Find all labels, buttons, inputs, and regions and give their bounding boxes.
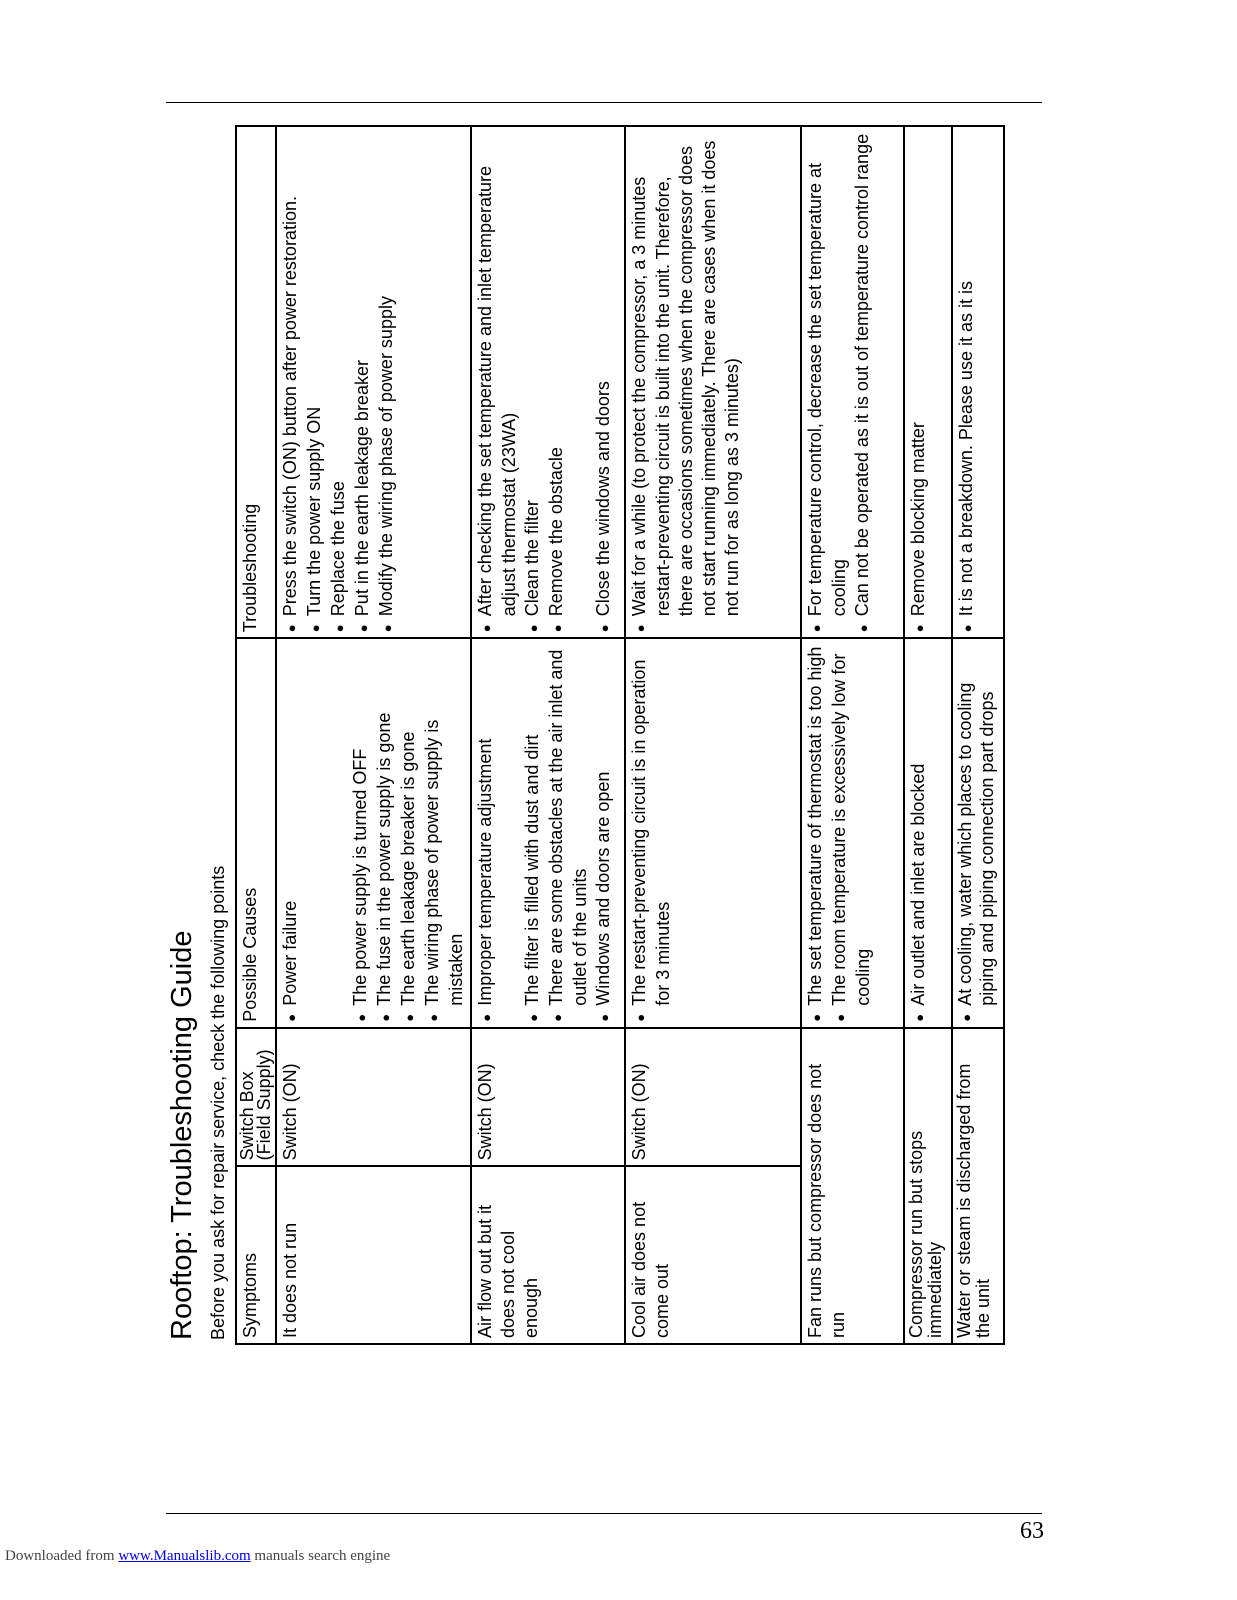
causes-cell [471, 638, 625, 1028]
table-row [471, 126, 625, 1344]
causes-cell [952, 638, 1004, 1028]
causes-cell [625, 638, 801, 1028]
header-switch-box-text: Switch Box (Field Supply) [237, 1049, 274, 1161]
manualslib-link[interactable]: www.Manualslib.com [118, 1548, 251, 1564]
cause-item: ● The wiring phase of power supply is mistaken [421, 644, 468, 1022]
header-switch-box [236, 1028, 276, 1167]
cause-item: ● Air outlet and inlet are blocked [907, 644, 931, 1022]
fix-item: ● Remove the obstacle [545, 132, 569, 632]
symptom-text: Compressor run but stops immediately [906, 1130, 945, 1338]
symptom-text: Water or steam is discharged from the unit [954, 1063, 993, 1338]
fixes-cell [471, 126, 625, 638]
table-row [276, 126, 471, 1344]
switch-cell: Switch (ON) [625, 1028, 801, 1167]
table-row [952, 126, 1004, 1344]
fixes-cell [904, 126, 952, 638]
top-rule [166, 102, 1042, 103]
header-troubleshooting: Troubleshooting [236, 126, 276, 638]
cause-item: ● At cooling, water which places to cooling piping and piping connection part drops [955, 644, 998, 1022]
page-title: Rooftop: Troubleshooting Guide [166, 930, 198, 1340]
switch-cell: Switch (ON) [471, 1028, 625, 1167]
fix-item: ● Replace the fuse [327, 132, 351, 632]
symptom-cell [904, 1028, 952, 1344]
cause-item: ● The filter is filled with dust and dirt [521, 644, 545, 1022]
table-row [625, 126, 801, 1344]
cause-item: ● Windows and doors are open [592, 644, 616, 1022]
fixes-cell [801, 126, 904, 638]
fix-item: ● Close the windows and doors [592, 132, 616, 632]
causes-cell [276, 638, 471, 1028]
fixes-cell [625, 126, 801, 638]
header-possible-causes: Possible Causes [236, 638, 276, 1028]
symptom-cell [952, 1028, 1004, 1344]
causes-cell [801, 638, 904, 1028]
causes-cell [904, 638, 952, 1028]
fix-item: ● Remove blocking matter [907, 132, 931, 632]
cause-item: ● The power supply is turned OFF [349, 644, 373, 1022]
fixes-cell [276, 126, 471, 638]
symptom-cell: Air flow out but it does not cool enough [471, 1166, 625, 1344]
troubleshooting-table [235, 125, 1005, 1345]
page-number: 63 [1020, 1518, 1044, 1544]
page-subtitle: Before you ask for repair service, check the following points [208, 865, 228, 1340]
switch-cell: Switch (ON) [276, 1028, 471, 1167]
rotated-content [166, 133, 997, 1385]
fix-item: ● For temperature control, decrease the set temperature at cooling [804, 132, 851, 632]
cause-item: ● The earth leakage breaker is gone [397, 644, 421, 1022]
symptom-cell: It does not run [276, 1166, 471, 1344]
cause-item: ● Improper temperature adjustment [474, 644, 498, 1022]
fix-item: ● Turn the power supply ON [303, 132, 327, 632]
cause-item: ● The restart-preventing circuit is in operation for 3 minutes [628, 644, 675, 1022]
cause-item: ● There are some obstacles at the air inlet and outlet of the units [545, 644, 592, 1022]
cause-item: ● Power failure [279, 644, 303, 1022]
bottom-rule [166, 1513, 1042, 1514]
cause-item: ● The set temperature of thermostat is too high [804, 644, 828, 1022]
cause-item: ● The room temperature is excessively low for cooling [828, 644, 875, 1022]
table-header-row [236, 126, 276, 1344]
download-footer [5, 1548, 390, 1565]
fix-item: ● Clean the filter [521, 132, 545, 632]
cause-item: ● The fuse in the power supply is gone [373, 644, 397, 1022]
symptom-cell: Fan runs but compressor does not run [801, 1028, 904, 1344]
footer-suffix: manuals search engine [254, 1548, 391, 1564]
fix-item: ● Put in the earth leakage breaker [351, 132, 375, 632]
table-row [904, 126, 952, 1344]
fix-item: ● It is not a breakdown. Please use it as it is [955, 132, 979, 632]
fix-item: ● Press the switch (ON) button after power restoration. [279, 132, 303, 632]
fix-item: ● Can not be operated as it is out of temperature control range [851, 132, 875, 632]
fix-item: ● Wait for a while (to protect the compressor, a 3 minutes restart-preventing circuit is built into the unit. Therefore, there are occasions sometimes when the compressor does not start running immediately. There are cases when it does not run for as long as 3 minutes) [628, 132, 744, 632]
header-symptoms: Symptoms [236, 1166, 276, 1344]
symptom-cell: Cool air does not come out [625, 1166, 801, 1344]
fix-item: ● After checking the set temperature and inlet temperature adjust thermostat (23WA) [474, 132, 521, 632]
footer-prefix: Downloaded from [5, 1548, 115, 1564]
fixes-cell [952, 126, 1004, 638]
table-row [801, 126, 904, 1344]
fix-item: ● Modify the wiring phase of power supply [375, 132, 399, 632]
